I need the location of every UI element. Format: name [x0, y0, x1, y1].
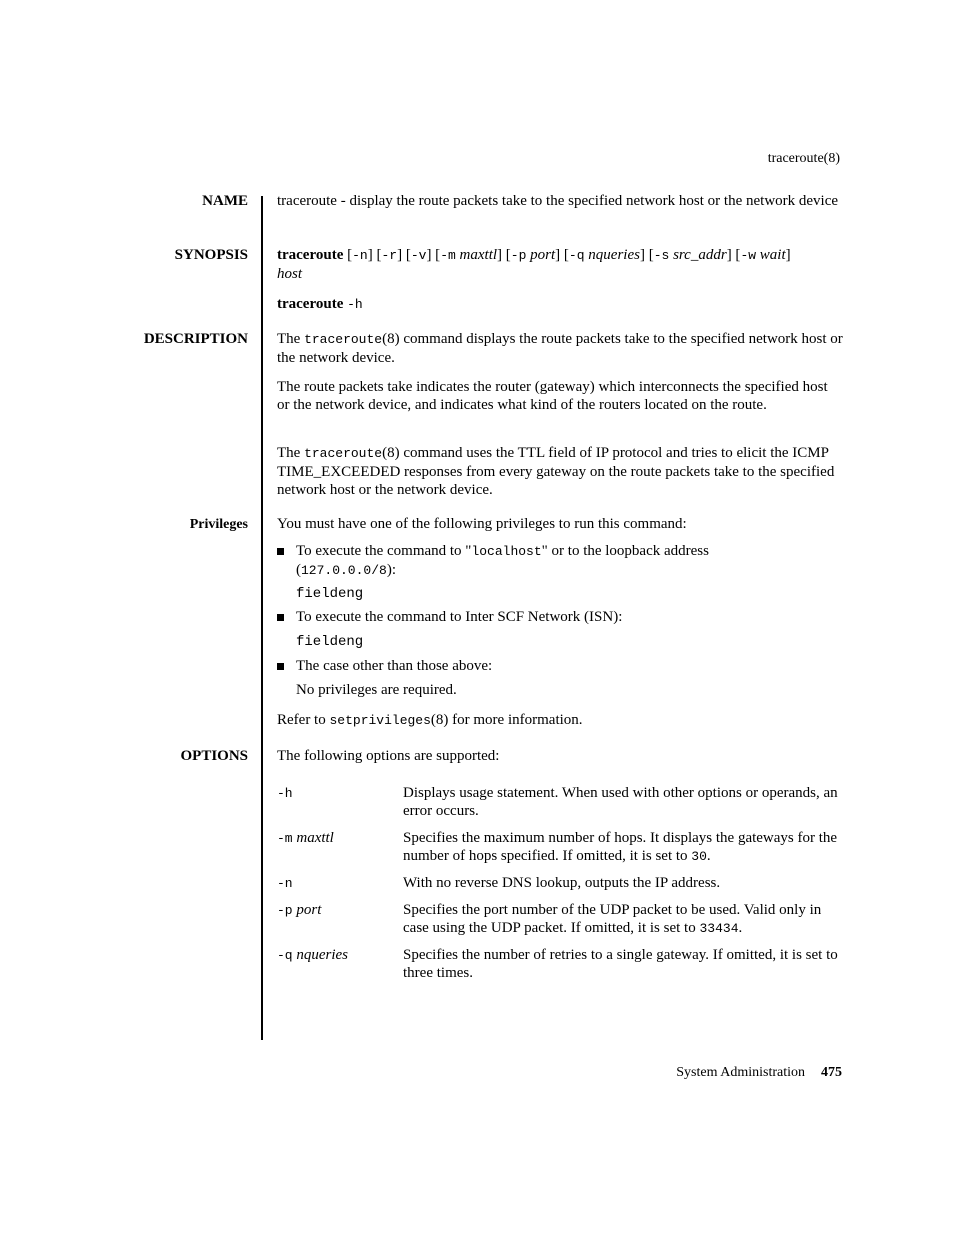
text-run: Refer to: [277, 712, 330, 728]
synopsis-bracket: ] [: [367, 247, 382, 263]
synopsis-bracket: ] [: [726, 247, 741, 263]
synopsis-arg-nqueries: nqueries: [588, 247, 640, 263]
synopsis-bracket: ] [: [426, 247, 441, 263]
synopsis-bracket: ] [: [555, 247, 569, 263]
localhost-code: localhost: [471, 544, 542, 559]
text-run: (8) command displays the route packets take to the specified network host or the network device.: [277, 331, 843, 366]
option-term: [277, 874, 397, 893]
synopsis-arg-wait: wait: [759, 247, 786, 263]
text-run: The: [277, 331, 305, 347]
text-run: Specifies the maximum number of hops. It displays the gateways for the number of hops specified. If omitted, it is set to: [403, 830, 838, 864]
synopsis-flag-m: -m: [440, 248, 456, 263]
synopsis-arg-host: host: [277, 266, 303, 282]
option-description: [403, 874, 845, 893]
text-run: Specifies the port number of the UDP packet to be used. Valid only in case using the UDP packet. If omitted, it is set to: [403, 902, 822, 936]
bullet-icon: [277, 608, 287, 626]
text-run: To execute the command to ": [296, 543, 472, 559]
section-divider-rule: [261, 196, 263, 1040]
option-default-value: 30: [691, 849, 707, 864]
privileges-note: No privileges are required.: [296, 682, 457, 698]
option-term: [277, 829, 397, 848]
option-term: [277, 901, 397, 920]
synopsis-arg-src-addr: src_addr: [673, 247, 727, 263]
synopsis-flag-s: -s: [653, 248, 670, 263]
synopsis-flag-n: -n: [352, 248, 368, 263]
text-run: (8) for more information.: [430, 712, 583, 728]
option-flag: -h: [277, 786, 293, 801]
text-run: With no reverse DNS lookup, outputs the IP address.: [403, 875, 721, 891]
bullet-icon: [277, 657, 287, 675]
option-flag: -q: [277, 948, 293, 963]
synopsis-bracket: [: [343, 247, 353, 263]
loopback-code: 127.0.0.0/8: [301, 563, 387, 578]
section-label-options: OPTIONS: [180, 748, 248, 764]
text-run: " or to the loopback address: [541, 543, 709, 559]
privilege-name: fieldeng: [296, 634, 364, 650]
section-label-name: NAME: [202, 193, 248, 209]
synopsis-line: [277, 246, 843, 283]
text-run: The: [277, 445, 305, 461]
description-paragraph-1: [277, 330, 843, 367]
option-description: [403, 784, 845, 821]
synopsis-bracket: ] [: [497, 247, 511, 263]
text-run: (8) command uses the TTL field of IP protocol and tries to elicit the ICMP TIME_EXCEEDED responses from every gateway on the route packets take to the specified network host or the network device.: [277, 445, 835, 498]
option-term: [277, 784, 397, 803]
privileges-intro: You must have one of the following privileges to run this command:: [277, 516, 687, 532]
synopsis-bracket: ]: [785, 247, 791, 263]
synopsis-command: traceroute: [277, 296, 344, 312]
synopsis-flag-w: -w: [740, 248, 757, 263]
privilege-name: fieldeng: [296, 586, 364, 602]
option-arg: maxttl: [296, 830, 334, 846]
privileges-item-1: [296, 542, 844, 580]
synopsis-help-line: [277, 295, 843, 314]
page-number: 475: [821, 1065, 842, 1080]
synopsis-bracket: ] [: [397, 247, 411, 263]
option-arg: port: [296, 902, 322, 918]
option-description: [403, 901, 845, 938]
running-head: traceroute(8): [767, 151, 840, 166]
command-reference: traceroute: [304, 332, 383, 347]
name-text: traceroute - display the route packets take to the specified network host or the network device: [277, 193, 839, 209]
text-run: Specifies the number of retries to a single gateway. If omitted, it is set to three times.: [403, 947, 838, 981]
privileges-item-2: To execute the command to Inter SCF Network (ISN):: [296, 609, 623, 625]
text-run: Displays usage statement. When used with other options or operands, an error occurs.: [403, 785, 838, 819]
option-flag: -p: [277, 903, 293, 918]
command-reference: setprivileges: [329, 713, 431, 728]
privileges-refer: [277, 711, 843, 730]
option-term: [277, 946, 397, 965]
description-paragraph-3: [277, 444, 843, 499]
synopsis-arg-port: port: [530, 247, 556, 263]
text-run: .: [738, 920, 743, 936]
command-reference: traceroute: [304, 446, 383, 461]
footer-title: System Administration: [676, 1065, 805, 1080]
synopsis-flag-h: -h: [347, 297, 363, 312]
option-flag: -n: [277, 876, 293, 891]
text-run: .: [706, 848, 711, 864]
section-label-synopsis: SYNOPSIS: [174, 247, 248, 263]
option-default-value: 33434: [699, 921, 739, 936]
synopsis-flag-r: -r: [381, 248, 398, 263]
option-description: [403, 946, 845, 983]
description-paragraph-2: The route packets take indicates the router (gateway) which interconnects the specified host or the network device, and indicates what kind of the routers located on the route.: [277, 379, 828, 413]
option-arg: nqueries: [296, 947, 349, 963]
options-intro: The following options are supported:: [277, 748, 500, 764]
synopsis-arg-maxttl: maxttl: [459, 247, 498, 263]
synopsis-flag-v: -v: [410, 248, 427, 263]
text-run: (: [296, 562, 301, 578]
synopsis-bracket: ] [: [639, 247, 654, 263]
page-footer: [676, 1064, 842, 1082]
section-label-privileges: Privileges: [189, 517, 248, 532]
synopsis-flag-p: -p: [510, 248, 527, 263]
bullet-icon: [277, 542, 287, 560]
text-run: ):: [386, 562, 396, 578]
option-description: [403, 829, 845, 866]
option-flag: -m: [277, 831, 293, 846]
section-label-description: DESCRIPTION: [143, 331, 248, 347]
synopsis-flag-q: -q: [568, 248, 585, 263]
privileges-item-3: The case other than those above:: [296, 658, 493, 674]
synopsis-command: traceroute: [277, 247, 344, 263]
